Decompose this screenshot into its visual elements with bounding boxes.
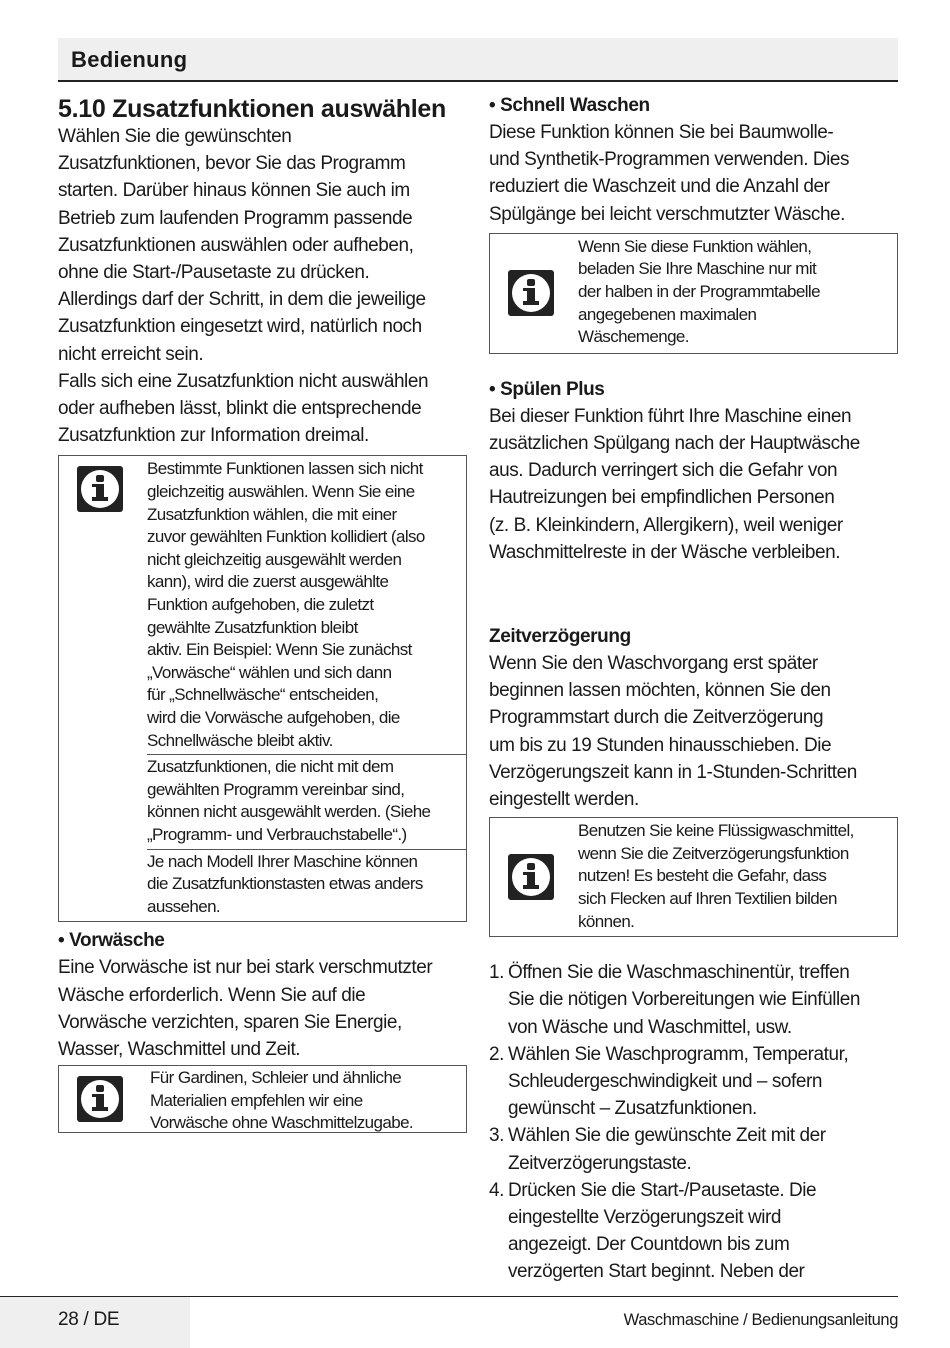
bullet-heading: • Vorwäsche (58, 930, 165, 952)
text-line: nicht erreicht sein. (58, 343, 204, 365)
document-title: Waschmaschine / Bedienungsanleitung (623, 1311, 898, 1329)
right-column (489, 92, 901, 1286)
note-cell: Je nach Modell Ihrer Maschine können die Zusatzfunktionstasten etwas anders aussehen. (147, 849, 466, 921)
intro-paragraph (58, 123, 470, 449)
text-line: Hautreizungen bei empfindlichen Personen (489, 487, 835, 509)
text-line: beginnen lassen möchten, können Sie den (489, 680, 831, 702)
info-icon (77, 466, 123, 512)
text-line: aus. Dadurch verringert sich die Gefahr von (489, 460, 838, 482)
text-line: Diese Funktion können Sie bei Baumwolle- (489, 122, 834, 143)
steps-list (489, 959, 901, 1285)
section-header (58, 38, 898, 82)
text-line: Zusatzfunktionen, bevor Sie das Programm (58, 153, 406, 175)
info-icon (77, 1076, 123, 1122)
text-line: Betrieb zum laufenden Programm passende (58, 207, 413, 229)
text-line: um bis zu 19 Stunden hinausschieben. Die (489, 734, 832, 756)
left-column (58, 94, 470, 1133)
text-line: Eine Vorwäsche ist nur bei stark verschmutzter (58, 957, 433, 979)
info-note-schnell: Wenn Sie diese Funktion wählen, beladen Sie Ihre Maschine nur mit der halben in der Programmtabelle angegebenen maximalen Wäschemenge. (489, 233, 898, 354)
subsection-heading: Zeitverzögerung (489, 626, 631, 648)
list-item: 4. Drücken Sie die Start-/Pausetaste. Die eingestellte Verzögerungszeit wird angezeigt. Der Countdown bis zum verzögerten Start beginnt. Neben der (489, 1179, 817, 1283)
text-line: eingestellt werden. (489, 789, 639, 811)
text-line: ohne die Start-/Pausetaste zu drücken. (58, 262, 370, 284)
text-line: reduziert die Waschzeit und die Anzahl der (489, 176, 830, 198)
text-line: Wäsche erforderlich. Wenn Sie auf die (58, 984, 366, 1006)
info-icon (508, 270, 554, 316)
text-line: Programmstart durch die Zeitverzögerung (489, 707, 824, 729)
note-cell: Zusatzfunktionen, die nicht mit dem gewählten Programm vereinbar sind, können nicht ausgewählt werden. (Siehe „Programm- und Verbrauchstabelle“.) (147, 754, 466, 848)
bullet-heading: • Schnell Waschen (489, 95, 650, 116)
text-line: Wenn Sie den Waschvorgang erst später (489, 653, 818, 675)
info-note-combinations (58, 455, 467, 922)
text-line: Falls sich eine Zusatzfunktion nicht auswählen (58, 370, 429, 392)
info-note-fluessigwaschmittel: Benutzen Sie keine Flüssigwaschmittel, wenn Sie die Zeitverzögerungsfunktion nutzen! Es besteht die Gefahr, dass sich Flecken auf Ihren Textilien bilden können. (489, 817, 898, 937)
text-line: (z. B. Kleinkindern, Allergikern), weil weniger (489, 514, 843, 536)
info-icon (508, 854, 554, 900)
section-title: Bedienung (71, 47, 188, 72)
list-item: 3. Wählen Sie die gewünschte Zeit mit der Zeitverzögerungstaste. (489, 1125, 826, 1174)
text-line: Wasser, Waschmittel und Zeit. (58, 1038, 301, 1060)
text-line: Zusatzfunktion eingesetzt wird, natürlich noch (58, 316, 422, 338)
text-line: starten. Darüber hinaus können Sie auch im (58, 180, 410, 202)
note-cell: Bestimmte Funktionen lassen sich nicht gleichzeitig auswählen. Wenn Sie eine Zusatzfunktion wählen, die mit einer zuvor gewählten Funktion kollidiert (also nicht gleichzeitig ausgewählt werden kann), wird die zuerst ausgewählte Funktion aufgehoben, die zuletzt gewählte Zusatzfunktion bleibt aktiv. Ein Beispiel: Wenn Sie zunächst „Vorwäsche“ wählen und sich dann für „Schnellwäsche“ entscheiden, wird die Vorwäsche aufgehoben, die Schnellwäsche bleibt aktiv. (147, 459, 425, 750)
list-item: 2. Wählen Sie Waschprogramm, Temperatur, Schleudergeschwindigkeit und – sofern gewünscht – Zusatzfunktionen. (489, 1043, 849, 1120)
text-line: und Synthetik-Programmen verwenden. Dies (489, 149, 850, 171)
list-item: 1. Öffnen Sie die Waschmaschinentür, treffen Sie die nötigen Vorbereitungen wie Einfüllen von Wäsche und Waschmittel, usw. (489, 962, 861, 1038)
text-line: Waschmittelreste in der Wäsche verbleiben. (489, 541, 841, 563)
text-line: Zusatzfunktionen auswählen oder aufheben, (58, 234, 414, 256)
text-line: Zusatzfunktion zur Information dreimal. (58, 425, 369, 447)
section-zeitverzoegerung (489, 623, 901, 813)
bullet-heading: • Spülen Plus (489, 378, 605, 400)
text-line: Allerdings darf der Schritt, in dem die jeweilige (58, 289, 426, 311)
section-schnell (489, 92, 901, 228)
text-line: Spülgänge bei leicht verschmutzter Wäsche. (489, 203, 846, 225)
section-vorwaesche (58, 927, 470, 1063)
info-note-gardinen: Für Gardinen, Schleier und ähnliche Materialien empfehlen wir eine Vorwäsche ohne Waschmittelzugabe. (58, 1065, 467, 1133)
text-line: Vorwäsche verzichten, sparen Sie Energie, (58, 1011, 402, 1033)
text-line: Verzögerungszeit kann in 1-Stunden-Schritten (489, 761, 857, 783)
text-line: Bei dieser Funktion führt Ihre Maschine einen (489, 405, 852, 427)
text-line: Wählen Sie die gewünschten (58, 126, 292, 147)
text-line: oder aufheben lässt, blinkt die entsprechende (58, 398, 422, 420)
page-heading: 5.10 Zusatzfunktionen auswählen (58, 95, 447, 123)
page-number: 28 / DE (58, 1309, 120, 1330)
text-line: zusätzlichen Spülgang nach der Hauptwäsche (489, 433, 860, 455)
section-spuelen (489, 376, 901, 566)
